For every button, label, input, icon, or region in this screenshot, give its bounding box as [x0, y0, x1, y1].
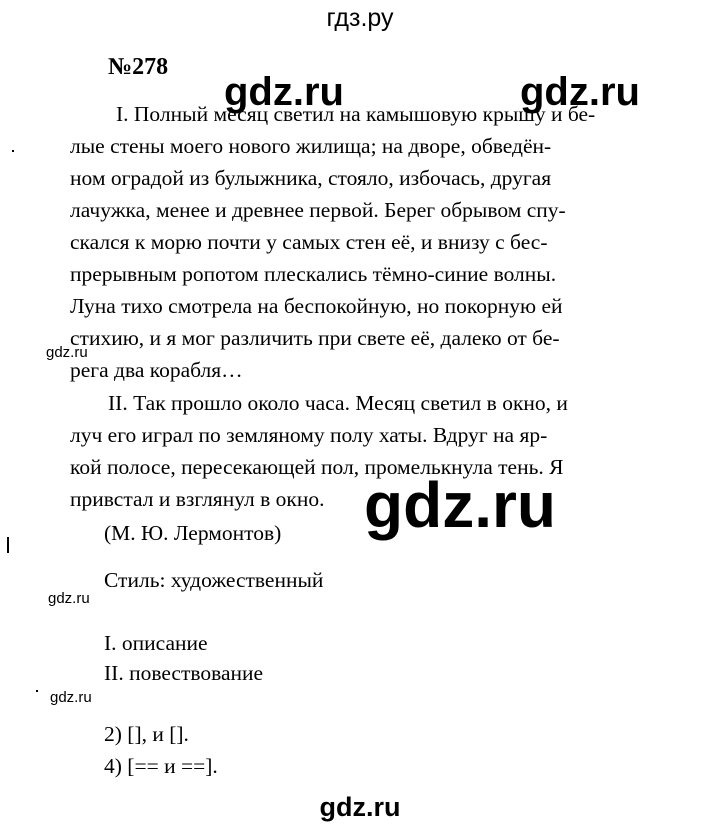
text-line: Луна тихо смотрела на беспокойную, но покорную ей [70, 294, 563, 318]
part-2: II. повествование [104, 661, 264, 685]
site-footer: gdz.ru [319, 792, 401, 822]
watermark: gdz.ru [48, 590, 90, 607]
scheme-2: 4) [== и ==]. [104, 754, 218, 778]
watermark: gdz.ru [50, 689, 92, 706]
scan-speck [12, 150, 14, 152]
part-1: I. описание [104, 631, 208, 655]
text-line: стихию, и я мог различить при свете её, далеко от бе- [70, 326, 560, 350]
text-line: привстал и взглянул в окно. [70, 487, 325, 511]
scan-mark [7, 537, 9, 553]
watermark: gdz.ru [46, 344, 88, 361]
text-line: II. Так прошло около часа. Месяц светил в окно, и [108, 391, 568, 415]
author: (М. Ю. Лермонтов) [104, 521, 282, 545]
text-line: I. Полный месяц светил на камышовую крышу и бе- [116, 102, 596, 126]
watermark: gdz.ru [520, 70, 640, 114]
site-header: гдз.ру [326, 4, 394, 32]
style-line: Стиль: художественный [104, 568, 324, 592]
text-line: скался к морю почти у самых стен её, и внизу с бес- [70, 230, 548, 254]
scheme-1: 2) [], и []. [104, 722, 189, 746]
text-line: прерывным ропотом плескались тёмно-синие волны. [70, 262, 557, 286]
watermark: gdz.ru [364, 469, 556, 541]
text-line: рега два корабля… [70, 358, 243, 382]
task-number: №278 [108, 54, 169, 80]
text-line: кой полосе, пересекающей пол, промелькнула тень. Я [70, 455, 564, 479]
text-line: лачужка, менее и древнее первой. Берег обрывом спу- [70, 198, 566, 222]
scan-speck [36, 690, 38, 692]
text-line: ном оградой из булыжника, стояло, избочась, другая [70, 166, 552, 190]
text-line: лые стены моего нового жилища; на дворе, обведён- [70, 134, 552, 158]
text-line: луч его играл по земляному полу хаты. Вдруг на яр- [70, 423, 548, 447]
watermark: gdz.ru [224, 70, 344, 114]
